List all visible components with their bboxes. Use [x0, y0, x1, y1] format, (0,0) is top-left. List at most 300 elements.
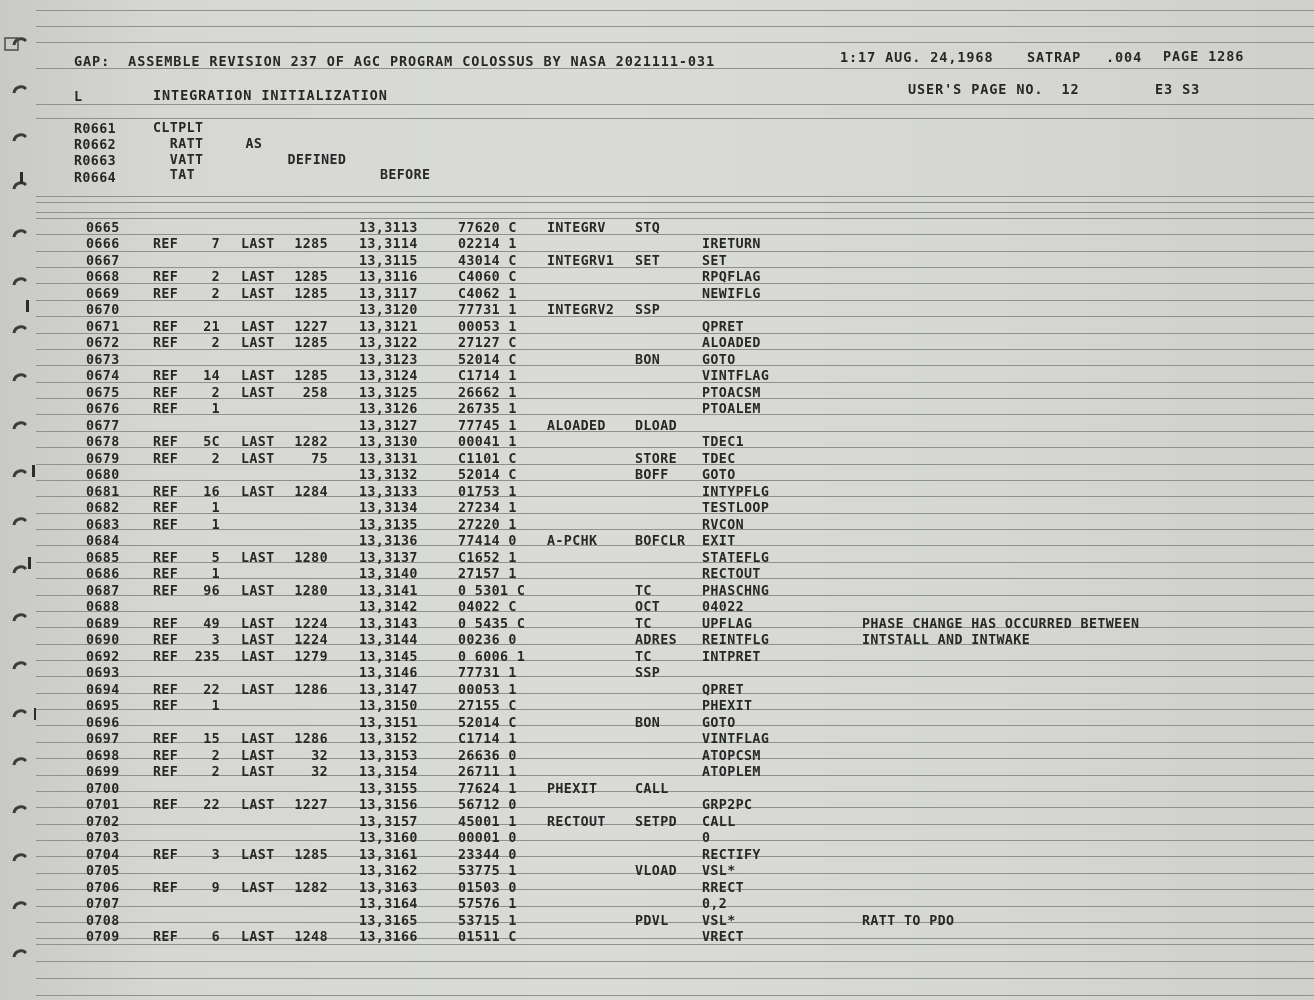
opcode: ADRES — [635, 633, 678, 649]
ref-keyword: REF — [153, 880, 179, 896]
opcode: BON — [635, 352, 661, 368]
section-marker: L — [74, 89, 84, 105]
opcode: TC — [635, 649, 652, 665]
line-number: 0695 — [86, 699, 120, 715]
line-number: 0679 — [86, 451, 120, 467]
listing-row — [0, 369, 1314, 385]
opcode: SET — [635, 253, 661, 269]
remark-text: RATT AS — [153, 137, 263, 152]
opcode: SSP — [635, 303, 661, 319]
listing-row — [0, 468, 1314, 484]
last-page: 1285 — [294, 336, 328, 352]
comment: PHASE CHANGE HAS OCCURRED BETWEEN — [862, 616, 1140, 632]
ref-keyword: REF — [153, 616, 179, 632]
author: SATRAP — [1027, 50, 1082, 66]
operand: RECTIFY — [702, 847, 761, 863]
remark-line-number: R0662 — [74, 138, 117, 153]
last-page: 1284 — [294, 484, 328, 500]
address: 13,3114 — [359, 237, 418, 253]
operand: ATOPLEM — [702, 765, 761, 781]
last-keyword: LAST — [241, 633, 275, 649]
octal-word: 52014 C — [458, 715, 517, 731]
listing-row — [0, 419, 1314, 435]
last-keyword: LAST — [241, 270, 275, 286]
ref-count: 1 — [211, 567, 220, 583]
ref-count: 7 — [211, 237, 220, 253]
ref-count: 2 — [211, 286, 220, 302]
octal-word: 77624 1 — [458, 781, 517, 797]
line-number: 0698 — [86, 748, 120, 764]
last-keyword: LAST — [241, 732, 275, 748]
listing-row — [0, 666, 1314, 682]
line-number: 0708 — [86, 913, 120, 929]
ref-count: 49 — [203, 616, 220, 632]
ref-keyword: REF — [153, 517, 179, 533]
last-page: 1286 — [294, 682, 328, 698]
operand: TDEC1 — [702, 435, 745, 451]
operand: INTPRET — [702, 649, 761, 665]
last-page: 1227 — [294, 319, 328, 335]
remark-line-number: R0661 — [74, 122, 117, 137]
address: 13,3136 — [359, 534, 418, 550]
operand: RVCON — [702, 517, 745, 533]
listing-row — [0, 914, 1314, 930]
ref-count: 2 — [211, 765, 220, 781]
address: 13,3162 — [359, 864, 418, 880]
octal-word: 56712 0 — [458, 798, 517, 814]
ref-count: 16 — [203, 484, 220, 500]
address: 13,3121 — [359, 319, 418, 335]
listing-code: E3 S3 — [1155, 82, 1201, 98]
address: 13,3154 — [359, 765, 418, 781]
operand: 04022 — [702, 600, 745, 616]
address: 13,3134 — [359, 501, 418, 517]
octal-word: 00053 1 — [458, 682, 517, 698]
opcode: CALL — [635, 781, 669, 797]
address: 13,3164 — [359, 897, 418, 913]
ref-count: 14 — [203, 369, 220, 385]
address: 13,3163 — [359, 880, 418, 896]
listing-row — [0, 897, 1314, 913]
label: INTEGRV — [547, 221, 606, 236]
last-keyword: LAST — [241, 847, 275, 863]
label: A-PCHK — [547, 534, 598, 550]
ref-count: 2 — [211, 385, 220, 401]
listing-row — [0, 699, 1314, 715]
version: .004 — [1106, 50, 1143, 66]
last-keyword: LAST — [241, 930, 275, 946]
last-page: 1285 — [294, 270, 328, 286]
line-number: 0686 — [86, 567, 120, 583]
octal-word: C4060 C — [458, 270, 517, 286]
address: 13,3133 — [359, 484, 418, 500]
line-number: 0692 — [86, 649, 120, 665]
ref-count: 21 — [203, 319, 220, 335]
listing-row — [0, 815, 1314, 831]
last-keyword: LAST — [241, 385, 275, 401]
listing-row — [0, 930, 1314, 946]
octal-word: 01511 C — [458, 930, 517, 946]
line-number: 0706 — [86, 880, 120, 896]
opcode: OCT — [635, 600, 661, 616]
operand: 0,2 — [702, 897, 728, 913]
address: 13,3141 — [359, 583, 418, 599]
operand: GRP2PC — [702, 798, 753, 814]
ref-keyword: REF — [153, 567, 179, 583]
octal-word: 01503 0 — [458, 880, 517, 896]
last-page: 1285 — [294, 286, 328, 302]
octal-word: 02214 1 — [458, 237, 517, 253]
octal-word: 27155 C — [458, 699, 517, 715]
last-keyword: LAST — [241, 484, 275, 500]
remark-line-number: R0664 — [74, 171, 117, 186]
operand: PTOALEM — [702, 402, 761, 418]
octal-word: 00041 1 — [458, 435, 517, 451]
listing-row — [0, 320, 1314, 336]
listing-row — [0, 336, 1314, 352]
last-keyword: LAST — [241, 765, 275, 781]
operand: NEWIFLG — [702, 286, 761, 302]
listing-row — [0, 435, 1314, 451]
operand: UPFLAG — [702, 616, 753, 632]
ref-keyword: REF — [153, 336, 179, 352]
operand: ALOADED — [702, 336, 761, 352]
operand: EXIT — [702, 534, 736, 550]
ref-keyword: REF — [153, 270, 179, 286]
opcode: STORE — [635, 451, 678, 467]
last-page: 1224 — [294, 616, 328, 632]
last-keyword: LAST — [241, 682, 275, 698]
octal-word: 04022 C — [458, 600, 517, 616]
ref-keyword: REF — [153, 583, 179, 599]
ref-keyword: REF — [153, 385, 179, 401]
last-page: 1286 — [294, 732, 328, 748]
last-keyword: LAST — [241, 649, 275, 665]
address: 13,3120 — [359, 303, 418, 319]
users-page: USER'S PAGE NO. 12 — [908, 82, 1080, 98]
octal-word: 27157 1 — [458, 567, 517, 583]
listing-row — [0, 584, 1314, 600]
operand: GOTO — [702, 352, 736, 368]
address: 13,3125 — [359, 385, 418, 401]
last-keyword: LAST — [241, 748, 275, 764]
address: 13,3140 — [359, 567, 418, 583]
octal-word: C4062 1 — [458, 286, 517, 302]
ref-keyword: REF — [153, 319, 179, 335]
address: 13,3122 — [359, 336, 418, 352]
line-number: 0707 — [86, 897, 120, 913]
last-page: 1279 — [294, 649, 328, 665]
opcode: PDVL — [635, 913, 669, 929]
address: 13,3124 — [359, 369, 418, 385]
listing-row — [0, 600, 1314, 616]
address: 13,3145 — [359, 649, 418, 665]
address: 13,3126 — [359, 402, 418, 418]
operand: TESTLOOP — [702, 501, 770, 517]
operand: GOTO — [702, 468, 736, 484]
octal-word: 27220 1 — [458, 517, 517, 533]
ref-keyword: REF — [153, 369, 179, 385]
ref-count: 2 — [211, 451, 220, 467]
octal-word: 57576 1 — [458, 897, 517, 913]
octal-word: 27234 1 — [458, 501, 517, 517]
address: 13,3135 — [359, 517, 418, 533]
line-number: 0682 — [86, 501, 120, 517]
address: 13,3115 — [359, 253, 418, 269]
line-number: 0676 — [86, 402, 120, 418]
remark-line-number: R0663 — [74, 154, 117, 169]
operand: RRECT — [702, 880, 745, 896]
last-keyword: LAST — [241, 237, 275, 253]
octal-word: 52014 C — [458, 468, 517, 484]
operand: STATEFLG — [702, 550, 770, 566]
address: 13,3151 — [359, 715, 418, 731]
listing-row — [0, 237, 1314, 253]
ref-count: 9 — [211, 880, 220, 896]
opcode: BOFF — [635, 468, 669, 484]
opcode: SSP — [635, 666, 661, 682]
ref-count: 6 — [211, 930, 220, 946]
opcode: BON — [635, 715, 661, 731]
line-number: 0667 — [86, 253, 120, 269]
label: RECTOUT — [547, 814, 606, 830]
opcode: SETPD — [635, 814, 678, 830]
last-page: 1285 — [294, 237, 328, 253]
ref-count: 2 — [211, 336, 220, 352]
label: PHEXIT — [547, 781, 598, 797]
ref-keyword: REF — [153, 435, 179, 451]
octal-word: 00053 1 — [458, 319, 517, 335]
listing-row — [0, 254, 1314, 270]
line-number: 0675 — [86, 385, 120, 401]
octal-word: 0 5301 C — [458, 583, 526, 599]
listing-row — [0, 881, 1314, 897]
listing-row — [0, 683, 1314, 699]
ref-keyword: REF — [153, 765, 179, 781]
line-number: 0703 — [86, 831, 120, 847]
octal-word: C1652 1 — [458, 550, 517, 566]
line-number: 0672 — [86, 336, 120, 352]
octal-word: 0 6006 1 — [458, 649, 526, 665]
ref-count: 1 — [211, 517, 220, 533]
line-number: 0689 — [86, 616, 120, 632]
ref-count: 22 — [203, 798, 220, 814]
last-page: 1227 — [294, 798, 328, 814]
line-number: 0705 — [86, 864, 120, 880]
ref-count: 235 — [194, 649, 220, 665]
address: 13,3156 — [359, 798, 418, 814]
operand: QPRET — [702, 682, 745, 698]
line-number: 0684 — [86, 534, 120, 550]
octal-word: 77414 0 — [458, 534, 517, 550]
ref-keyword: REF — [153, 633, 179, 649]
octal-word: C1101 C — [458, 451, 517, 467]
operand: PHASCHNG — [702, 583, 770, 599]
line-number: 0666 — [86, 237, 120, 253]
ref-count: 5 — [211, 550, 220, 566]
operand: QPRET — [702, 319, 745, 335]
line-number: 0681 — [86, 484, 120, 500]
assembly-header: GAP: ASSEMBLE REVISION 237 OF AGC PROGRAM COLOSSUS BY NASA 2021111-031 — [74, 54, 715, 70]
operand: VSL* — [702, 864, 736, 880]
ref-keyword: REF — [153, 699, 179, 715]
address: 13,3150 — [359, 699, 418, 715]
remark-text: VATT DEFINED — [153, 153, 347, 168]
operand: SET — [702, 253, 728, 269]
line-number: 0699 — [86, 765, 120, 781]
listing-row — [0, 765, 1314, 781]
address: 13,3146 — [359, 666, 418, 682]
address: 13,3113 — [359, 221, 418, 236]
line-number: 0665 — [86, 221, 120, 236]
label: INTEGRV1 — [547, 253, 615, 269]
address: 13,3127 — [359, 418, 418, 434]
label: ALOADED — [547, 418, 606, 434]
opcode: STQ — [635, 221, 661, 236]
ref-count: 1 — [211, 501, 220, 517]
line-number: 0678 — [86, 435, 120, 451]
address: 13,3155 — [359, 781, 418, 797]
last-page: 1285 — [294, 847, 328, 863]
address: 13,3137 — [359, 550, 418, 566]
listing-row — [0, 617, 1314, 633]
ref-keyword: REF — [153, 286, 179, 302]
listing-row — [0, 287, 1314, 303]
address: 13,3143 — [359, 616, 418, 632]
opcode: TC — [635, 583, 652, 599]
address: 13,3144 — [359, 633, 418, 649]
last-page: 1248 — [294, 930, 328, 946]
operand: REINTFLG — [702, 633, 770, 649]
octal-word: 26662 1 — [458, 385, 517, 401]
listing-row — [0, 633, 1314, 649]
line-number: 0683 — [86, 517, 120, 533]
last-page: 1282 — [294, 435, 328, 451]
last-page: 258 — [302, 385, 328, 401]
ref-keyword: REF — [153, 501, 179, 517]
operand: PTOACSM — [702, 385, 761, 401]
octal-word: 27127 C — [458, 336, 517, 352]
octal-word: 52014 C — [458, 352, 517, 368]
address: 13,3132 — [359, 468, 418, 484]
last-page: 1280 — [294, 550, 328, 566]
last-keyword: LAST — [241, 369, 275, 385]
address: 13,3157 — [359, 814, 418, 830]
listing-row — [0, 518, 1314, 534]
ref-count: 5C — [203, 435, 220, 451]
listing-row — [0, 749, 1314, 765]
last-keyword: LAST — [241, 616, 275, 632]
last-page: 1282 — [294, 880, 328, 896]
listing-row — [0, 782, 1314, 798]
listing-row — [0, 650, 1314, 666]
octal-word: 01753 1 — [458, 484, 517, 500]
last-keyword: LAST — [241, 583, 275, 599]
last-page: 1285 — [294, 369, 328, 385]
address: 13,3131 — [359, 451, 418, 467]
operand: GOTO — [702, 715, 736, 731]
section-title: INTEGRATION INITIALIZATION — [153, 88, 388, 104]
octal-word: C1714 1 — [458, 369, 517, 385]
octal-word: 00001 0 — [458, 831, 517, 847]
operand: VINTFLAG — [702, 369, 770, 385]
address: 13,3116 — [359, 270, 418, 286]
listing-row — [0, 534, 1314, 550]
line-number: 0694 — [86, 682, 120, 698]
ref-count: 2 — [211, 270, 220, 286]
last-keyword: LAST — [241, 286, 275, 302]
last-keyword: LAST — [241, 798, 275, 814]
listing-row — [0, 501, 1314, 517]
ref-keyword: REF — [153, 748, 179, 764]
line-number: 0669 — [86, 286, 120, 302]
operand: IRETURN — [702, 237, 761, 253]
ref-keyword: REF — [153, 451, 179, 467]
octal-word: 77731 1 — [458, 666, 517, 682]
ref-keyword: REF — [153, 682, 179, 698]
operand: VSL* — [702, 913, 736, 929]
listing-row — [0, 848, 1314, 864]
ref-count: 3 — [211, 847, 220, 863]
octal-word: 53775 1 — [458, 864, 517, 880]
octal-word: 77620 C — [458, 221, 517, 236]
octal-word: 26735 1 — [458, 402, 517, 418]
listing-row — [0, 485, 1314, 501]
last-page: 1224 — [294, 633, 328, 649]
listing-row — [0, 221, 1314, 237]
line-number: 0704 — [86, 847, 120, 863]
address: 13,3147 — [359, 682, 418, 698]
ref-count: 2 — [211, 748, 220, 764]
address: 13,3160 — [359, 831, 418, 847]
line-number: 0680 — [86, 468, 120, 484]
comment: RATT TO PDO — [862, 913, 955, 929]
last-keyword: LAST — [241, 451, 275, 467]
remark-text: TAT BEFORE — [153, 168, 431, 183]
line-number: 0687 — [86, 583, 120, 599]
line-number: 0685 — [86, 550, 120, 566]
ref-keyword: REF — [153, 930, 179, 946]
last-keyword: LAST — [241, 880, 275, 896]
line-number: 0677 — [86, 418, 120, 434]
listing-row — [0, 353, 1314, 369]
ref-count: 96 — [203, 583, 220, 599]
line-number: 0674 — [86, 369, 120, 385]
address: 13,3152 — [359, 732, 418, 748]
line-number: 0668 — [86, 270, 120, 286]
line-number: 0709 — [86, 930, 120, 946]
operand: CALL — [702, 814, 736, 830]
ref-keyword: REF — [153, 237, 179, 253]
address: 13,3166 — [359, 930, 418, 946]
line-number: 0671 — [86, 319, 120, 335]
ref-count: 15 — [203, 732, 220, 748]
ref-keyword: REF — [153, 649, 179, 665]
octal-word: 53715 1 — [458, 913, 517, 929]
ref-keyword: REF — [153, 732, 179, 748]
line-number: 0702 — [86, 814, 120, 830]
ref-count: 1 — [211, 402, 220, 418]
operand: VINTFLAG — [702, 732, 770, 748]
address: 13,3117 — [359, 286, 418, 302]
ref-count: 22 — [203, 682, 220, 698]
ref-keyword: REF — [153, 484, 179, 500]
octal-word: 26711 1 — [458, 765, 517, 781]
listing-row — [0, 831, 1314, 847]
opcode: DLOAD — [635, 418, 678, 434]
line-number: 0690 — [86, 633, 120, 649]
line-number: 0700 — [86, 781, 120, 797]
